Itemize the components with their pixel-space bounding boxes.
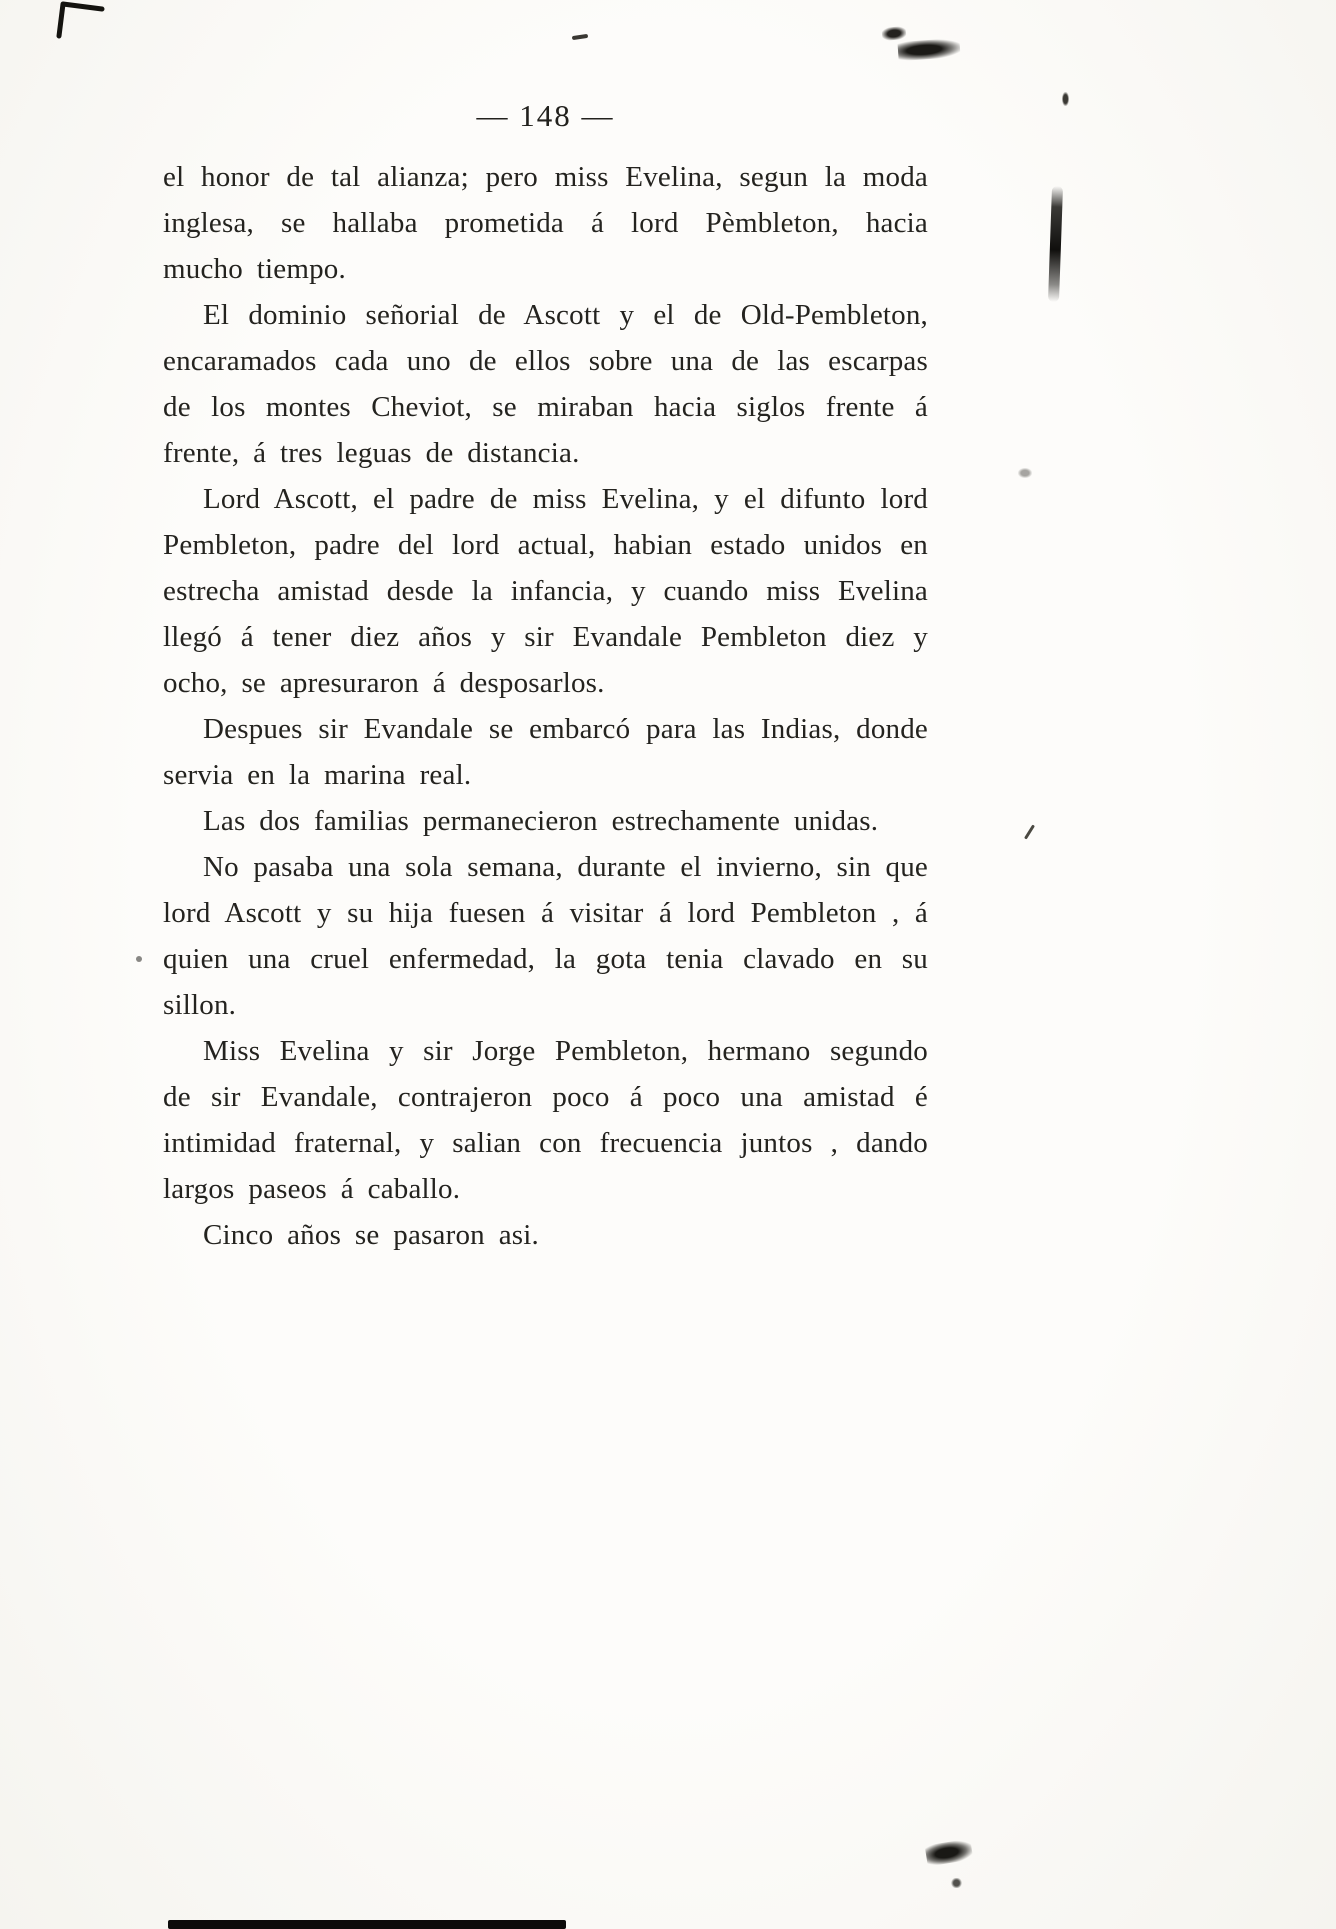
scan-artifact-top-right-smudge [897, 38, 960, 61]
paragraph: El dominio señorial de Ascott y el de Old-Pembleton, encaramados cada uno de ellos sobre una de las escarpas de los montes Cheviot, se miraban hacia siglos frente á frente, á tres leguas de distancia. [163, 299, 928, 469]
scan-artifact-bottom-right-speck [951, 1878, 962, 1888]
page-text-block [163, 98, 928, 1258]
scan-artifact-bottom-right-blob [925, 1839, 974, 1867]
scan-artifact-top-right-smudge [881, 26, 906, 41]
paragraph: Cinco años se pasaron asi. [203, 1219, 539, 1251]
scan-artifact-top-left-corner-mark [56, 0, 108, 42]
paragraph: Lord Ascott, el padre de miss Evelina, y el difunto lord Pembleton, padre del lord actual, habian estado unidos en estrecha amistad desde la infancia, y cuando miss Evelina llegó á tener diez años y sir Evandale Pembleton diez y ocho, se apresuraron á desposarlos. [163, 483, 928, 699]
paragraph: No pasaba una sola semana, durante el invierno, sin que lord Ascott y su hija fuesen á visitar á lord Pembleton , á quien una cruel enfermedad, la gota tenia clavado en su sillon. [163, 851, 928, 1021]
scan-artifact-right-edge-streak [1048, 186, 1063, 302]
scan-artifact-bottom-edge-bar [168, 1920, 566, 1929]
scan-artifact-top-dash [572, 34, 588, 40]
page-number-header: — 148 — [476, 98, 615, 133]
scan-artifact-right-speck [1018, 468, 1032, 478]
scan-artifact-right-edge-tick [1062, 92, 1069, 106]
paragraph: Miss Evelina y sir Jorge Pembleton, hermano segundo de sir Evandale, contrajeron poco á poco una amistad é intimidad fraternal, y salian con frecuencia juntos , dando largos paseos á caballo. [163, 1035, 928, 1205]
scan-artifact-right-slash [1024, 824, 1035, 839]
paragraph: el honor de tal alianza; pero miss Evelina, segun la moda inglesa, se hallaba prometida á lord Pèmbleton, hacia mucho tiempo. [163, 161, 928, 285]
scan-artifact-left-margin-dot [136, 956, 142, 962]
paragraph: Las dos familias permanecieron estrechamente unidas. [203, 805, 879, 837]
paragraph: Despues sir Evandale se embarcó para las Indias, donde servia en la marina real. [163, 713, 928, 791]
